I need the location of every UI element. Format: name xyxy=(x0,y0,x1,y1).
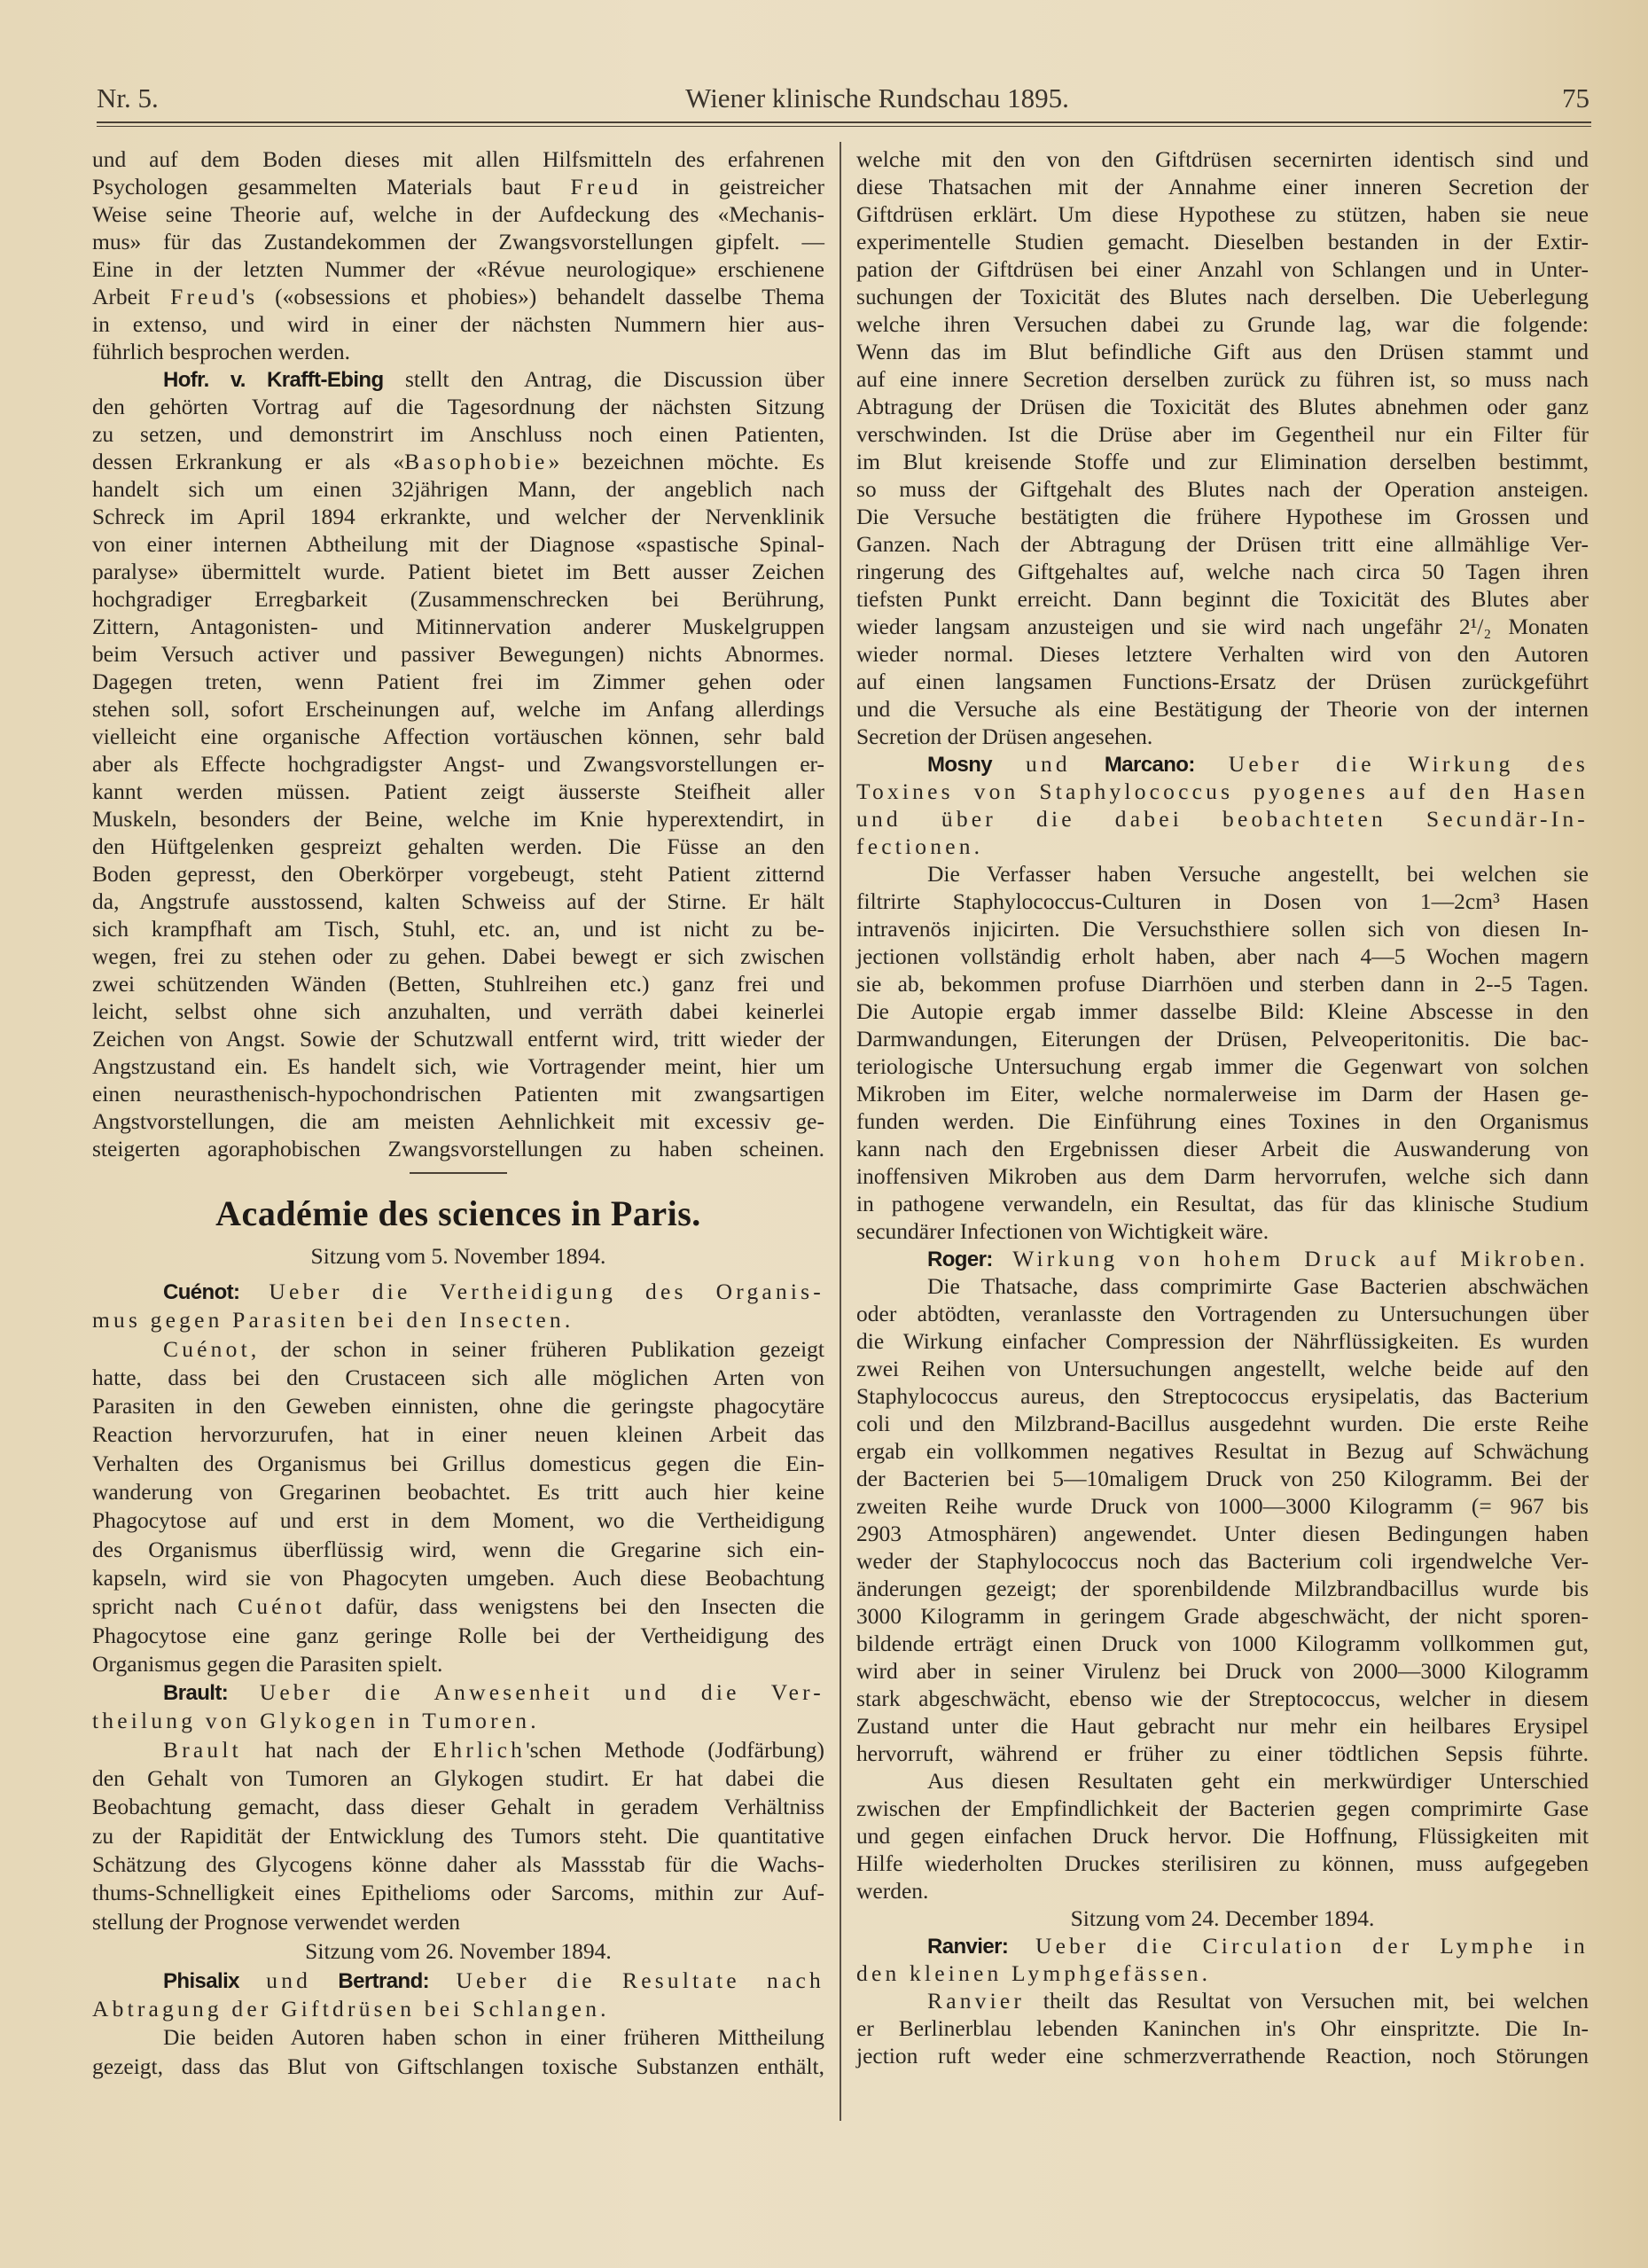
spaced-text: Ueber die Anwesenheit und die Ver- xyxy=(228,1679,824,1706)
text-line: Weise seine Theorie auf, welche in der Aufdeckung des «Mechanis- xyxy=(92,201,824,227)
spaced-text: Basophobie xyxy=(404,449,549,474)
text-line xyxy=(856,1959,1589,1987)
text-line: zweiten Reihe wurde Druck von 1000—3000 Kilogramm (= 967 bis xyxy=(856,1493,1589,1519)
text-line: stehen soll, sofort Erscheinungen auf, welche im Anfang allerdings xyxy=(92,696,824,722)
paragraph xyxy=(856,1987,1589,2069)
text-line: leicht, selbst ohne sich anzuhalten, und verräth dabei keinerlei xyxy=(92,998,824,1024)
session-date: Sitzung vom 5. November 1894. xyxy=(310,1243,606,1269)
text-line: aber als Effecte hochgradigster Angst- und Zwangsvorstellungen er- xyxy=(92,751,824,777)
text-line: suchungen der Toxicität des Blutes nach derselben. Die Ueberlegung xyxy=(856,284,1589,309)
paragraph xyxy=(92,1678,824,1736)
text-line: Die Verfasser haben Versuche angestellt, bei welchen sie xyxy=(927,861,1589,887)
text-run: Psychologen gesammelten Materials baut xyxy=(92,174,571,199)
text-line: zwei Reihen von Untersuchungen angestellt, welche beide auf den xyxy=(856,1356,1589,1381)
text-line: im Blut kreisende Stoffe und zur Elimination derselben bestimmt, xyxy=(856,449,1589,474)
journal-title: Wiener klinische Rundschau 1895. xyxy=(685,82,1069,113)
spaced-text: Wirkung von hohem Druck auf Mikroben. xyxy=(992,1246,1589,1271)
text-line: Mikroben im Eiter, welche normalerweise im Darm der Hasen ge- xyxy=(856,1081,1589,1107)
author-name: Mosny xyxy=(927,753,993,777)
text-line: Die Versuche bestätigten die frühere Hypothese im Grossen und xyxy=(856,504,1589,529)
text-line: den Gehalt von Tumoren an Glykogen studirt. Er hat dabei die xyxy=(92,1765,824,1792)
text-line: Parasiten in den Geweben einnisten, ohne die geringste phagocytäre xyxy=(92,1393,824,1419)
text-line: Phagocytose auf und erst in dem Moment, wo die Vertheidigung xyxy=(92,1507,824,1534)
text-line xyxy=(92,365,824,393)
text-line: in extenso, und wird in einer der nächsten Nummern hier aus- xyxy=(92,311,824,337)
text-line: mus» für das Zustandekommen der Zwangsvorstellungen gipfelt. — xyxy=(92,229,824,254)
paragraph xyxy=(92,1736,824,1936)
page-number: 75 xyxy=(1562,82,1589,113)
text-line: diese Thatsachen mit der Annahme einer inneren Secretion der xyxy=(856,174,1589,199)
text-line: experimentelle Studien gemacht. Dieselben bestanden in der Extir- xyxy=(856,229,1589,254)
text-line: Secretion der Drüsen angesehen. xyxy=(856,723,1153,749)
text-line: Die beiden Autoren haben schon in einer früheren Mittheilung xyxy=(163,2024,824,2051)
paragraph xyxy=(856,860,1589,1245)
text-line: Zittern, Antagonisten- und Mitinnervation anderer Muskelgruppen xyxy=(92,614,824,639)
text-line xyxy=(856,750,1589,778)
text-line xyxy=(92,1306,824,1334)
text-line: Darmwandungen, Eiterungen der Drüsen, Pelveoperitonitis. Die bac- xyxy=(856,1026,1589,1052)
section-rule xyxy=(410,1172,507,1174)
text-line: Staphylococcus aureus, den Streptococcus erysipelatis, das Bacterium xyxy=(856,1383,1589,1409)
text-line: Hilfe wiederholten Druckes sterilisiren zu können, muss aufgegeben xyxy=(856,1850,1589,1876)
text-run: spricht nach xyxy=(92,1593,238,1620)
text-line: coli und den Milzbrand-Bacillus ausgedehnt wurden. Die erste Reihe xyxy=(856,1411,1589,1436)
spaced-text: und über die dabei beobachteten Secundär-In- xyxy=(856,806,1589,832)
text-line: und die Versuche als eine Bestätigung der Theorie von der internen xyxy=(856,696,1589,722)
text-line: beim Versuch activer und passiver Bewegungen) nichts Abnormes. xyxy=(92,641,824,667)
text-line: des Organismus überflüssig wird, wenn die Gregarine sich ein- xyxy=(92,1536,824,1562)
text-line: wegen, frei zu stehen oder zu gehen. Dabei bewegt er sich zwischen xyxy=(92,943,824,969)
text-line: ergab ein vollkommen negatives Resultat in Bezug auf Schwächung xyxy=(856,1438,1589,1464)
spaced-text: Freud xyxy=(570,174,642,199)
spaced-text: theilung von Glykogen in Tumoren. xyxy=(92,1708,540,1734)
text-run: Arbeit xyxy=(92,284,171,309)
author-name: Marcano: xyxy=(1104,753,1195,777)
text-line: und auf dem Boden dieses mit allen Hilfsmitteln des erfahrenen xyxy=(92,146,824,172)
author-name: Brault: xyxy=(163,1681,229,1706)
spaced-text: und xyxy=(238,1967,339,1993)
text-line: intravenös injicirten. Die Versuchsthiere sollen sich von diesen In- xyxy=(856,916,1589,942)
text-line: hatte, dass bei den Crustaceen sich alle möglichen Arten von xyxy=(92,1364,824,1390)
text-line: pation der Giftdrüsen bei einer Anzahl von Schlangen und in Unter- xyxy=(856,256,1589,282)
paragraph xyxy=(856,1272,1589,1767)
text-run: 's («obsessions et phobies») behandelt dasselbe Thema xyxy=(241,284,824,309)
text-line: von einer internen Abtheilung mit der Diagnose «spastische Spinal- xyxy=(92,531,824,557)
paragraph xyxy=(856,1932,1589,1987)
text-line: sie ab, bekommen profuse Diarrhöen und sterben dann in 2--5 Tagen. xyxy=(856,971,1589,997)
spaced-text: Ranvier xyxy=(927,1988,1026,2014)
text-line: werden. xyxy=(856,1878,929,1904)
paragraph xyxy=(856,1767,1589,1904)
text-run: theilt das Resultat von Versuchen mit, bei welchen xyxy=(1025,1988,1589,2014)
text-line: wanderung von Gregarinen beobachtet. Es tritt auch hier keine xyxy=(92,1479,824,1505)
text-line: inoffensiven Mikroben aus dem Darm hervorrufen, welche sich dann xyxy=(856,1163,1589,1189)
header-rule xyxy=(97,121,1591,123)
text-line: die Wirkung einfacher Compression der Nährflüssigkeiten. Es wurden xyxy=(856,1328,1589,1354)
text-line: Reaction hervorzurufen, hat in einer neuen kleinen Arbeit das xyxy=(92,1421,824,1448)
text-line xyxy=(856,833,1589,860)
text-line: einen neurasthenisch-hypochondrischen Patienten mit zwangsartigen xyxy=(92,1081,824,1107)
text-run: , der schon in seiner früheren Publikation gezeigt xyxy=(250,1335,824,1362)
spaced-text: Ueber die Wirkung des xyxy=(1194,751,1589,777)
author-name: Cuénot: xyxy=(163,1280,240,1304)
text-line: tiefsten Punkt erreicht. Dann beginnt die Toxicität des Blutes aber xyxy=(856,586,1589,612)
text-line: Die Autopie ergab immer dasselbe Bild: Kleine Abscesse in den xyxy=(856,998,1589,1024)
text-line: Zeichen von Angst. Sowie der Schutzwall entfernt wird, tritt wieder der xyxy=(92,1026,824,1052)
text-line: weder der Staphylococcus noch das Bacterium coli irgendwelche Ver- xyxy=(856,1548,1589,1574)
text-line xyxy=(856,1932,1589,1959)
text-line: paralyse» übermittelt wurde. Patient bietet im Bett ausser Zeichen xyxy=(92,559,824,584)
text-line xyxy=(92,173,824,200)
spaced-text: Cuénot xyxy=(238,1593,325,1620)
column-divider xyxy=(840,142,841,2121)
text-line: auf eine innere Secretion derselben zurück zu führen ist, so muss nach xyxy=(856,366,1589,392)
paragraph xyxy=(856,503,1589,750)
paragraph xyxy=(92,145,824,365)
spaced-text: Cuénot xyxy=(163,1335,251,1362)
text-line xyxy=(92,1335,824,1364)
paragraph xyxy=(92,1335,824,1679)
text-run: 'schen Methode (Jodfärbung) xyxy=(526,1736,824,1763)
text-run: stellt den Antrag, die Discussion über xyxy=(383,366,824,392)
paragraph xyxy=(856,1245,1589,1272)
text-line: änderungen gezeigt; der sporenbildende Milzbrandbacillus wurde bis xyxy=(856,1576,1589,1601)
text-line: Schätzung des Glycogens könne daher als Massstab für die Wachs- xyxy=(92,1850,824,1877)
text-line: zwischen der Empfindlichkeit der Bacterien gegen comprimirte Gase xyxy=(856,1795,1589,1821)
paragraph xyxy=(92,1967,824,2024)
text-line: hervorruft, während er früher zu einer tödtlichen Sepsis führte. xyxy=(856,1740,1589,1766)
session-date: Sitzung vom 26. November 1894. xyxy=(305,1937,612,1964)
text-line xyxy=(92,1278,824,1306)
author-name: Hofr. v. Krafft-Ebing xyxy=(163,368,384,392)
paragraph xyxy=(92,1278,824,1335)
spaced-text: den kleinen Lymphgefässen. xyxy=(856,1960,1212,1986)
text-line: 3000 Kilogramm in geringem Grade abgeschwächt, der nicht sporen- xyxy=(856,1603,1589,1629)
text-line: den gehörten Vortrag auf die Tagesordnung der nächsten Sitzung xyxy=(92,394,824,419)
paragraph xyxy=(92,365,824,1162)
text-line: zu setzen, und demonstrirt im Anschluss noch einen Patienten, xyxy=(92,421,824,447)
text-line xyxy=(92,1678,824,1707)
spaced-text: Brault xyxy=(163,1736,242,1763)
paragraph xyxy=(92,2023,824,2081)
spaced-text: mus gegen Parasiten bei den Insecten. xyxy=(92,1307,574,1333)
text-line: handelt sich um einen 32jährigen Mann, der angeblich nach xyxy=(92,476,824,502)
text-line: hochgradiger Erregbarkeit (Zusammenschrecken bei Berührung, xyxy=(92,586,824,612)
text-line: zwei schützenden Wänden (Betten, Stuhlreihen etc.) ganz frei und xyxy=(92,971,824,997)
author-name: Bertrand: xyxy=(338,1968,430,1993)
text-line xyxy=(856,1245,1589,1272)
text-line: vielleicht eine organische Affection vortäuschen können, sehr bald xyxy=(92,723,824,749)
text-line xyxy=(856,778,1589,805)
spaced-text: Ueber die Circulation der Lymphe in xyxy=(1008,1933,1589,1959)
text-line: Giftdrüsen erklärt. Um diese Hypothese zu stützen, haben sie neue xyxy=(856,201,1589,227)
text-line: Beobachtung gemacht, dass dieser Gehalt in geradem Verhältniss xyxy=(92,1794,824,1820)
text-line: zu der Rapidität der Entwicklung des Tumors steht. Die quantitative xyxy=(92,1822,824,1849)
text-line: Wenn das im Blut befindliche Gift aus den Drüsen stammt und xyxy=(856,339,1589,364)
text-run: hat nach der xyxy=(241,1736,433,1763)
text-run: dafür, dass wenigstens bei den Insecten die xyxy=(324,1593,824,1620)
text-line: teriologische Untersuchung ergab immer die Gegenwart von solchen xyxy=(856,1053,1589,1079)
text-line: den Hüftgelenken gespreizt gehalten werden. Die Füsse an den xyxy=(92,833,824,859)
text-line xyxy=(92,1995,824,2023)
column-left xyxy=(92,145,824,2081)
column-right xyxy=(856,145,1589,2069)
text-line xyxy=(92,448,824,475)
text-line: thums-Schnelligkeit eines Epithelioms oder Sarcoms, mithin zur Auf- xyxy=(92,1880,824,1906)
text-line: wird aber in seiner Virulenz bei Druck von 2000—3000 Kilogramm xyxy=(856,1658,1589,1684)
text-line: Organismus gegen die Parasiten spielt. xyxy=(92,1650,443,1677)
session-date: Sitzung vom 24. December 1894. xyxy=(1070,1905,1375,1931)
text-line: so muss der Giftgehalt des Blutes nach der Operation ansteigen. xyxy=(856,476,1589,502)
text-line: führlich besprochen werden. xyxy=(92,339,351,364)
text-line xyxy=(92,283,824,310)
spaced-text: Freud xyxy=(170,284,242,309)
text-line: verschwinden. Ist die Drüse aber im Gegentheil nur ein Filter für xyxy=(856,421,1589,447)
text-line: steigerten agoraphobischen Zwangsvorstellungen zu haben scheinen. xyxy=(92,1136,824,1161)
text-line: und gegen einfachen Druck hervor. Die Hoffnung, Flüssigkeiten mit xyxy=(856,1823,1589,1849)
text-line: Verhalten des Organismus bei Grillus domesticus gegen die Ein- xyxy=(92,1450,824,1476)
text-line: stark abgeschwächt, ebenso wie der Streptococcus, welcher in diesem xyxy=(856,1685,1589,1711)
text-run: dessen Erkrankung er als « xyxy=(92,449,405,474)
text-line: secundärer Infectionen von Wichtigkeit wäre. xyxy=(856,1218,1269,1244)
text-line: Zustand unter die Haut gebracht nur mehr ein heilbares Erysipel xyxy=(856,1713,1589,1739)
spaced-text: Abtragung der Giftdrüsen bei Schlangen. xyxy=(92,1996,610,2022)
paragraph xyxy=(856,750,1589,860)
text-line: Schreck im April 1894 erkrankte, und welcher der Nervenklinik xyxy=(92,504,824,529)
text-line: Boden gepresst, den Oberkörper vorgebeugt, steht Patient zitternd xyxy=(92,861,824,887)
text-line: kann nach den Ergebnissen dieser Arbeit die Auswanderung von xyxy=(856,1136,1589,1161)
spaced-text: fectionen. xyxy=(856,833,984,859)
text-line xyxy=(92,1707,824,1735)
spaced-text: und xyxy=(992,751,1105,777)
text-line: jection ruft weder eine schmerzverrathende Reaction, noch Störungen xyxy=(856,2043,1589,2069)
text-line: Abtragung der Drüsen die Toxicität des Blutes abnehmen oder ganz xyxy=(856,394,1589,419)
author-name: Ranvier: xyxy=(927,1935,1009,1959)
text-line: welche ihren Versuchen dabei zu Grunde lag, war die folgende: xyxy=(856,311,1589,337)
text-line xyxy=(92,1592,824,1621)
text-line: oder abtödten, veranlasste den Vortragenden zu Untersuchungen über xyxy=(856,1301,1589,1326)
text-line xyxy=(92,1736,824,1764)
text-line: wieder langsam anzusteigen und sie wird nach ungefähr 2¹/₂ Monaten xyxy=(856,614,1589,639)
spaced-text: Ueber die Vertheidigung des Organis- xyxy=(239,1279,824,1304)
text-line: der Bacterien bei 5—10maligem Druck von 250 Kilogramm. Bei der xyxy=(856,1466,1589,1491)
spaced-text: Toxines von Staphylococcus pyogenes auf den Hasen xyxy=(856,778,1589,804)
text-line: Phagocytose eine ganz geringe Rolle bei der Vertheidigung des xyxy=(92,1622,824,1648)
text-line: kannt werden müssen. Patient zeigt äusserste Steifheit aller xyxy=(92,778,824,804)
text-line: Eine in der letzten Nummer der «Révue neurologique» erschienene xyxy=(92,256,824,282)
text-line: in pathogene verwandeln, ein Resultat, das für das klinische Studium xyxy=(856,1191,1589,1216)
spaced-text: Ueber die Resultate nach xyxy=(429,1967,824,1993)
text-line xyxy=(856,805,1589,833)
text-line: Dagegen treten, wenn Patient frei im Zimmer gehen oder xyxy=(92,669,824,694)
author-name: Roger: xyxy=(927,1247,993,1271)
issue-number: Nr. 5. xyxy=(97,82,159,113)
author-name: Phisalix xyxy=(163,1968,239,1993)
text-line: filtrirte Staphylococcus-Culturen in Dosen von 1—2cm³ Hasen xyxy=(856,888,1589,914)
section-heading: Académie des sciences in Paris. xyxy=(215,1193,701,1233)
text-line: funden werden. Die Einführung eines Toxines in den Organismus xyxy=(856,1108,1589,1134)
text-run: in geistreicher xyxy=(642,174,824,199)
text-line: auf einen langsamen Functions-Ersatz der Drüsen zurückgeführt xyxy=(856,669,1589,694)
header-rule-thin xyxy=(97,126,1591,127)
text-line: Ganzen. Nach der Abtragung der Drüsen tritt eine allmählige Ver- xyxy=(856,531,1589,557)
text-line xyxy=(856,1987,1589,2014)
text-line: kapseln, wird sie von Phagocyten umgeben. Auch diese Beobachtung xyxy=(92,1564,824,1591)
text-line: bildende erträgt einen Druck von 1000 Kilogramm vollkommen gut, xyxy=(856,1631,1589,1656)
text-line: gezeigt, dass das Blut von Giftschlangen toxische Substanzen enthält, xyxy=(92,2053,824,2079)
text-line: sich krampfhaft am Tisch, Stuhl, etc. an, und ist nicht zu be- xyxy=(92,916,824,942)
text-line: stellung der Prognose verwendet werden xyxy=(92,1908,460,1935)
text-line: er Berlinerblau lebenden Kaninchen in's Ohr einspritzte. Die In- xyxy=(856,2015,1589,2041)
text-line: Muskeln, besonders der Beine, welche im Knie hyperextendirt, in xyxy=(92,806,824,832)
text-run: » bezeichnen möchte. Es xyxy=(548,449,825,474)
text-line: da, Angstrufe ausstossend, kalten Schweiss auf der Stirne. Er hält xyxy=(92,888,824,914)
text-line: welche mit den von den Giftdrüsen secernirten identisch sind und xyxy=(856,146,1589,172)
text-line: Angstzustand ein. Es handelt sich, wie Vortragender meint, hier um xyxy=(92,1053,824,1079)
text-line xyxy=(92,1967,824,1995)
spaced-text: Ehrlich xyxy=(433,1736,527,1763)
text-line: wieder normal. Dieses letztere Verhalten wird von den Autoren xyxy=(856,641,1589,667)
paragraph xyxy=(856,145,1589,503)
text-line: Angstvorstellungen, die am meisten Aehnlichkeit mit excessiv ge- xyxy=(92,1108,824,1134)
text-line: ringerung des Giftgehaltes auf, welche nach circa 50 Tagen ihren xyxy=(856,559,1589,584)
text-line: jectionen vollständig erholt haben, aber nach 4—5 Wochen magern xyxy=(856,943,1589,969)
text-line: Die Thatsache, dass comprimirte Gase Bacterien abschwächen xyxy=(927,1273,1589,1299)
text-line: Aus diesen Resultaten geht ein merkwürdiger Unterschied xyxy=(927,1768,1589,1794)
text-line: 2903 Atmosphären) angewendet. Unter diesen Bedingungen haben xyxy=(856,1521,1589,1546)
